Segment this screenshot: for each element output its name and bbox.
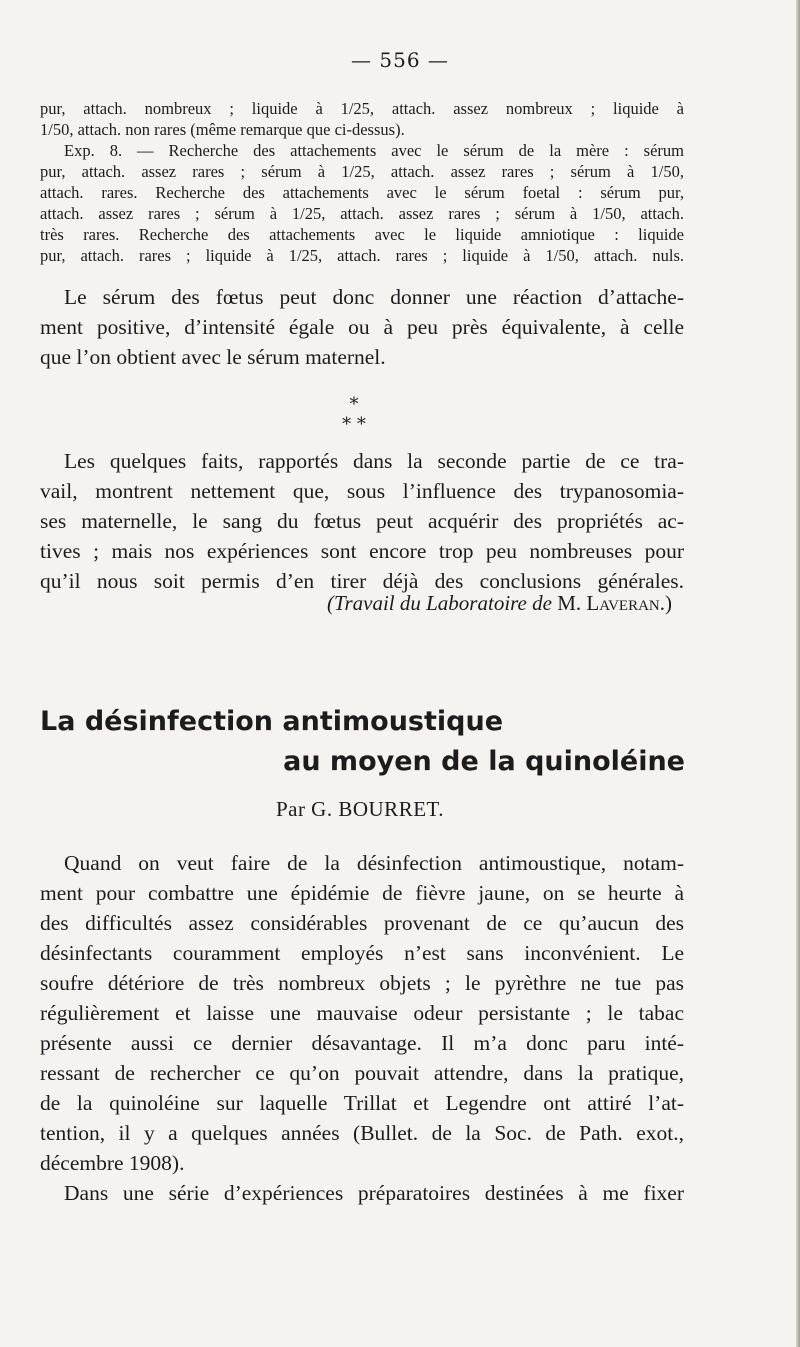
- paragraph-line: des difficultés assez considérables provenant de ce qu’aucun des: [40, 911, 684, 935]
- paragraph-line: Dans une série d’expériences préparatoires destinées à me fixer: [64, 1181, 684, 1205]
- notes-line: très rares. Recherche des attachements avec le liquide amniotique : liquide: [40, 225, 684, 244]
- paragraph-line: tives ; mais nos expériences sont encore trop peu nombreuses pour: [40, 539, 684, 563]
- paragraph-line: soufre détériore de très nombreux objets ; le pyrèthre ne tue pas: [40, 971, 684, 995]
- paragraph-line: tention, il y a quelques années (Bullet. de la Soc. de Path. exot.,: [40, 1121, 684, 1145]
- paragraph-line: ment positive, d’intensité égale ou à peu près équivalente, à celle: [40, 315, 684, 339]
- paragraph-line: Les quelques faits, rapportés dans la seconde partie de ce tra-: [64, 449, 684, 473]
- notes-line: pur, attach. assez rares ; sérum à 1/25, attach. assez rares ; sérum à 1/50,: [40, 162, 684, 181]
- paragraph-line: désinfectants couramment employés n’est sans inconvénient. Le: [40, 941, 684, 965]
- notes-line: [40, 140, 684, 161]
- credit-text: (Travail du Laboratoire de: [326, 591, 552, 615]
- paragraph-line: Quand on veut faire de la désinfection antimoustique, notam-: [64, 851, 684, 875]
- notes-line: pur, attach. nombreux ; liquide à 1/25, attach. assez nombreux ; liquide à: [40, 99, 684, 118]
- experiment-notes: [40, 98, 684, 266]
- notes-line: attach. assez rares ; sérum à 1/25, attach. assez rares ; sérum à 1/50, attach.: [40, 204, 684, 223]
- paragraph-line: présente aussi ce dernier désavantage. Il m’a donc paru inté-: [40, 1031, 684, 1055]
- asterism-top: *: [349, 394, 359, 415]
- paragraph-trypanosomiases: [40, 446, 684, 596]
- asterism-bottom: * *: [342, 414, 366, 435]
- notes-line-text: Exp. 8. — Recherche des attachements avec le sérum de la mère : sérum: [64, 141, 684, 160]
- paragraph-line: régulièrement et laisse une mauvaise odeur persistante ; le tabac: [40, 1001, 684, 1025]
- article-author: Par G. BOURRET.: [275, 797, 445, 821]
- paragraph-line: que l’on obtient avec le sérum maternel.: [40, 345, 386, 369]
- paragraph-line: de la quinoléine sur laquelle Trillat et Legendre ont attiré l’at-: [40, 1091, 684, 1115]
- notes-line: attach. rares. Recherche des attachements avec le sérum foetal : sérum pur,: [40, 183, 684, 202]
- credit-name: M. Laveran.): [557, 591, 672, 615]
- paragraph-conclusion-serum: [40, 282, 684, 372]
- notes-line: pur, attach. rares ; liquide à 1/25, attach. rares ; liquide à 1/50, attach. nuls.: [40, 246, 684, 265]
- article-title-line-2: au moyen de la quinoléine: [283, 746, 685, 777]
- paragraph-line: ressant de rechercher ce qu’on pouvait attendre, dans la pratique,: [40, 1061, 684, 1085]
- paragraph-quinoline-intro: [40, 848, 684, 1208]
- paragraph-line: qu’il nous soit permis d’en tirer déjà des conclusions générales.: [40, 569, 684, 593]
- page-number: — 556 —: [351, 48, 449, 72]
- page-edge-shadow: [796, 0, 800, 1347]
- article-title-line-1: La désinfection antimoustique: [40, 706, 504, 737]
- paragraph-line: ment pour combattre une épidémie de fièvre jaune, on se heurte à: [40, 881, 684, 905]
- paragraph-line: ses maternelle, le sang du fœtus peut acquérir des propriétés ac-: [40, 509, 684, 533]
- paragraph-line: Le sérum des fœtus peut donc donner une réaction d’attache-: [64, 285, 684, 309]
- laboratory-credit: [327, 591, 672, 616]
- paragraph-line: décembre 1908).: [40, 1151, 185, 1175]
- notes-line: 1/50, attach. non rares (même remarque que ci-dessus).: [40, 120, 405, 139]
- paragraph-line: vail, montrent nettement que, sous l’influence des trypanosomia-: [40, 479, 684, 503]
